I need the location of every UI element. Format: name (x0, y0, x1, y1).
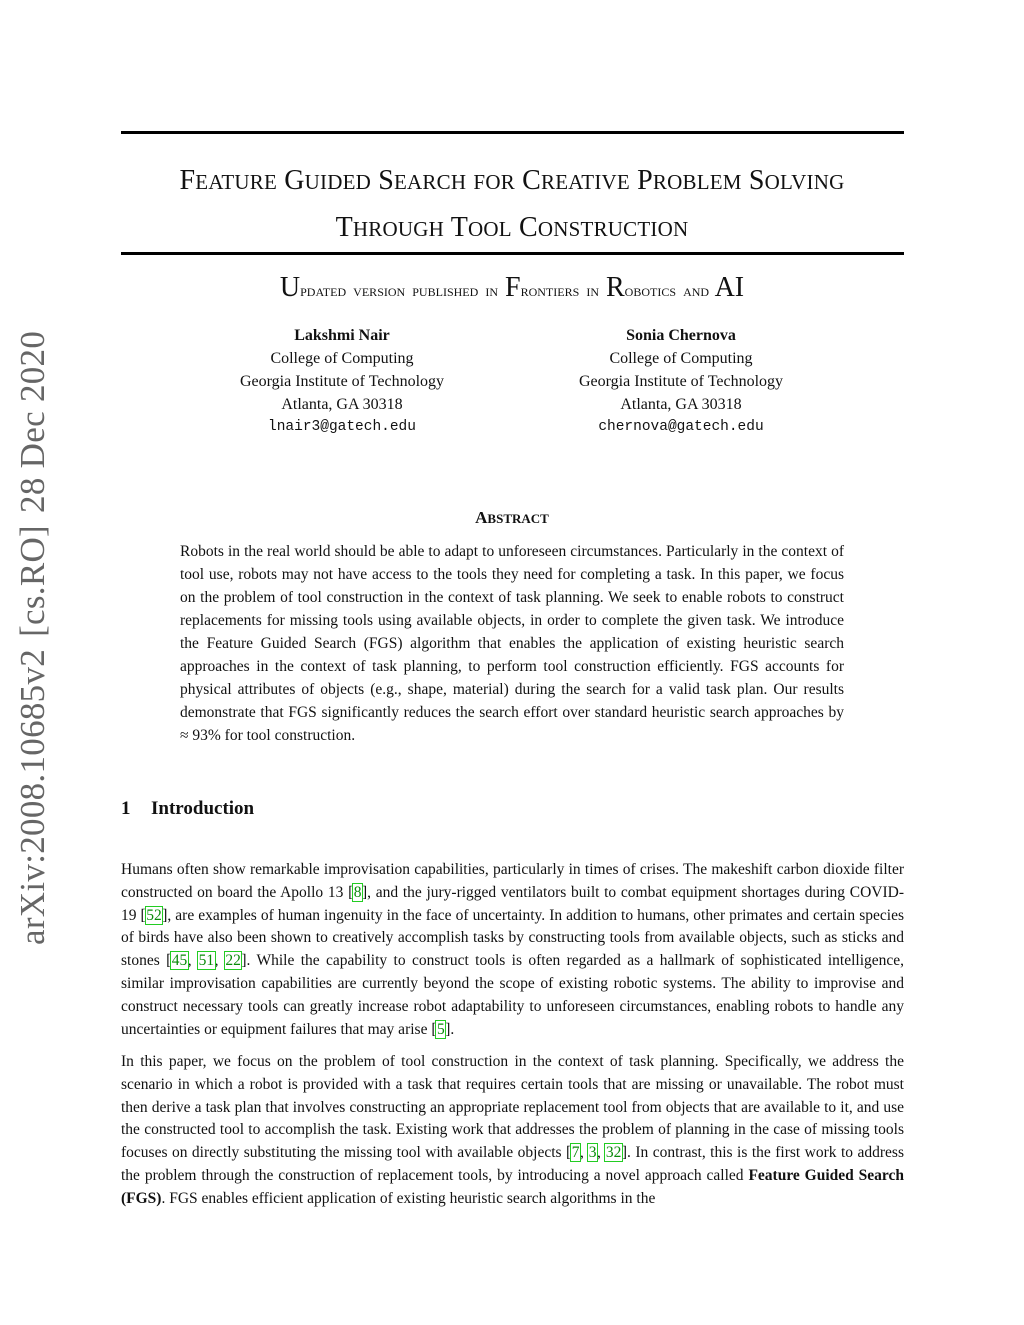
citation-link[interactable]: 7 (571, 1144, 580, 1162)
paragraph-text: Humans often show remarkable improvisation capabilities, particularly in times of crises. The makeshift carbon dioxide filter constructed on board the Apollo 13 [ (121, 861, 904, 901)
publication-note: UPDATED VERSION PUBLISHED IN FRONTIERS IN ROBOTICS AND AI (279, 272, 745, 303)
citation-link[interactable]: 5 (436, 1020, 445, 1038)
citation-link[interactable]: 3 (588, 1144, 597, 1162)
paper-title (110, 158, 914, 252)
title-top-rule (121, 131, 904, 134)
citation-link[interactable]: 8 (353, 883, 362, 901)
citation-link[interactable]: 45 (171, 952, 188, 970)
citation-separator: , (579, 1144, 589, 1162)
section-number: 1 (121, 798, 131, 819)
section-title: Introduction (151, 798, 255, 819)
paragraph-text: ]. (445, 1020, 455, 1038)
title-line-2: THROUGH TOOL CONSTRUCTION (335, 212, 689, 243)
abstract-body (180, 540, 844, 747)
fgs-term: Feature Guided Search (FGS) (121, 1166, 905, 1207)
citation-link[interactable]: 51 (198, 952, 215, 970)
paragraph-text: . FGS enables efficient application of existing heuristic search algorithms in the (161, 1189, 656, 1207)
paragraph-text: ], are examples of human ingenuity in the face of uncertainty. In addition to humans, other primates and certain species of birds have also been shown to creatively accomplish tasks by constructing tools from available objects, such as sticks and stones [ (121, 906, 904, 970)
citation-separator: , (187, 952, 199, 970)
intro-paragraph-1 (121, 859, 904, 1041)
arxiv-side-label (13, 319, 53, 945)
author-name: Sonia Chernova (626, 327, 736, 344)
arxiv-category: [cs.RO] (13, 524, 52, 637)
citation-separator: , (214, 952, 225, 970)
paragraph-text: ]. While the capability to construct tools is often regarded as a hallmark of sophisticated intelligence, similar improvisation capabilities are currently beyond the scope of existing robotic systems. The ability to improvise and construct necessary tools can greatly increase robot adaptability to unforeseen circumstances, enabling robots to handle any uncertainties or equipment failures that may arise [ (121, 952, 905, 1038)
paragraph-text: In this paper, we focus on the problem of tool construction in the context of task planning. Specifically, we address the scenario in which a robot is provided with a task that requires certain tools that are missing or unavailable. The robot must then derive a task plan that involves constructing an appropriate replacement tool from objects that are available to it, and use the constructed tool to accomplish the task. Existing work that addresses the problem of planning in the case of missing tools focuses on directly substituting the missing tool with available objects [ (121, 1053, 904, 1162)
citation-link[interactable]: 32 (605, 1144, 622, 1162)
author-block-2 (531, 324, 831, 439)
abstract-text: Robots in the real world should be able to adapt to unforeseen circumstances. Particularly in the context of tool use, robots may not have access to the tools they need for completing a task. In this paper, we focus on the problem of tool construction in the context of task planning. We seek to enable robots to construct replacements for missing tools using available objects, in order to complete the given task. We introduce the Feature Guided Search (FGS) algorithm that enables the application of existing heuristic search approaches in the context of task planning, to perform tool construction efficiently. FGS accounts for physical attributes of objects (e.g., shape, material) during the search for a valid task plan. Our results demonstrate that FGS significantly reduces the search effort over standard heuristic search approaches by (180, 543, 844, 721)
author-block-1 (192, 324, 492, 439)
author-email[interactable]: chernova@gatech.edu (598, 419, 764, 435)
abstract-heading: ABSTRACT (475, 508, 549, 527)
section-heading (121, 798, 254, 820)
author-address: Atlanta, GA 30318 (620, 396, 742, 413)
paragraph-text: ]. In contrast, this is the first work to address the problem through the construction of replacement tools, by introducing a novel approach called (121, 1144, 904, 1184)
title-line-1: FEATURE GUIDED SEARCH FOR CREATIVE PROBLEM SOLVING (179, 165, 845, 196)
arxiv-date: 28 Dec 2020 (13, 330, 52, 513)
author-name: Lakshmi Nair (294, 327, 390, 344)
citation-link[interactable]: 22 (225, 952, 241, 970)
abstract-math: ≈ 93% (180, 727, 221, 744)
intro-paragraph-2 (121, 1051, 904, 1211)
paragraph-text: ], and the jury-rigged ventilators built to combat equipment shortages during COVID-19 [ (121, 883, 904, 924)
arxiv-id[interactable]: arXiv:2008.10685v2 (13, 648, 52, 945)
author-institution: Georgia Institute of Technology (578, 373, 784, 390)
author-affiliation: College of Computing (609, 350, 753, 367)
author-email[interactable]: lnair3@gatech.edu (268, 419, 416, 435)
author-institution: Georgia Institute of Technology (239, 373, 445, 390)
abstract-text-end: for tool construction. (220, 727, 356, 744)
title-bottom-rule (121, 252, 904, 255)
citation-separator: , (597, 1144, 606, 1162)
author-address: Atlanta, GA 30318 (281, 396, 403, 413)
citation-link[interactable]: 52 (146, 906, 162, 924)
author-affiliation: College of Computing (270, 350, 414, 367)
